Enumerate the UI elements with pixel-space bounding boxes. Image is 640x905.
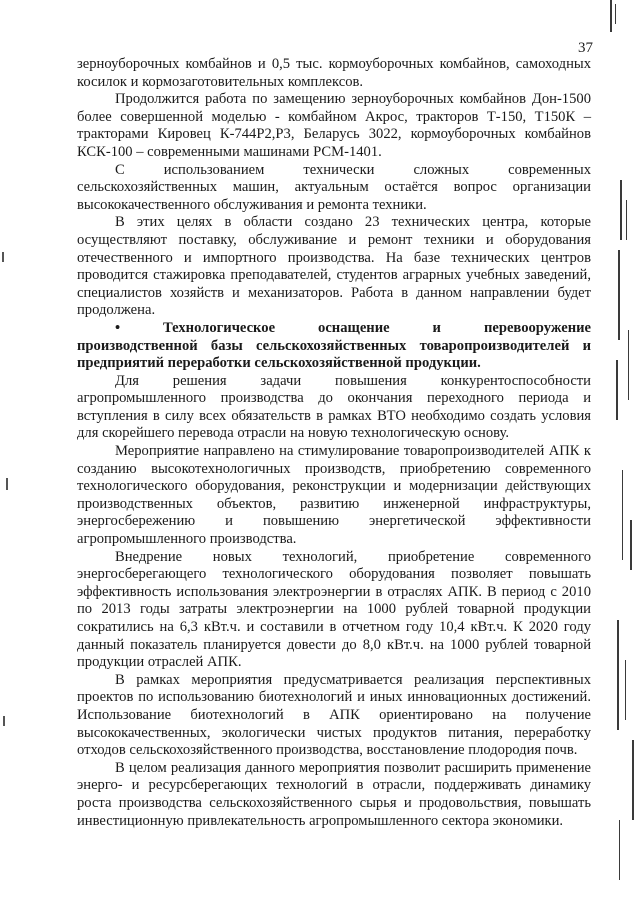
section-heading-text: Технологическое оснащение и перевооружение производственной базы сельскохозяйственных товаропроизводителей и предприятий переработки сельскохозяйственной продукции. [77,319,591,372]
scan-edge-artifact [606,0,640,905]
section-heading [77,320,591,373]
paragraph-9: В целом реализация данного мероприятия позволит расширить применение энерго- и ресурсберегающих технологий в отрасли, поддерживать динамику роста производства сельскохозяйственного сырья и продовольствия, повышать инвестиционную привлекательность агропромышленного сектора экономики. [77,759,591,829]
paragraph-4: В этих целях в области создано 23 технических центра, которые осуществляют поставку, обслуживание и ремонт техники и оборудования отечественного и импортного производства. На базе технических центров проводится стажировка преподавателей, студентов аграрных учебных заведений, специалистов хозяйств и механизаторов. Работа в данном направлении будет продолжена. [77,214,591,319]
paragraph-1: зерноуборочных комбайнов и 0,5 тыс. кормоуборочных комбайнов, самоходных косилок и кормозаготовительных комплексов. [77,56,591,90]
page-number: 37 [578,40,593,56]
paragraph-8: В рамках мероприятия предусматривается реализация перспективных проектов по использованию биотехнологий и иных инновационных достижений. Использование биотехнологий в АПК ориентировано на получение высококачественных, экологически чистых продуктов питания, переработку отходов сельскохозяйственного производства, восстановление плодородия почв. [77,671,591,759]
paragraph-5: Для решения задачи повышения конкурентоспособности агропромышленного производства до окончания переходного периода и вступления в силу всех обязательств в рамках ВТО необходимо создать условия для скорейшего перевода отрасли на новую технологическую основу. [77,372,591,442]
paragraph-2: Продолжится работа по замещению зерноуборочных комбайнов Дон-1500 более совершенной моделью - комбайном Акрос, тракторов Т-150, Т150К – тракторами Кировец К-744Р2,Р3, Беларусь 3022, кормоуборочных комбайнов КСК-100 – современными машинами РСМ-1401. [77,91,591,160]
scan-speck [6,478,8,490]
bullet-icon: • [115,319,121,336]
paragraph-3: С использованием технически сложных современных сельскохозяйственных машин, актуальным остаётся вопрос организации высококачественного обслуживания и ремонта техники. [77,161,591,213]
scan-speck [2,252,4,262]
paragraph-7: Внедрение новых технологий, приобретение современного энергосберегающего технологического оборудования позволяет повышать эффективность использования электроэнергии в отраслях АПК. В период с 2010 по 2013 годы затраты электроэнергии на 1000 рублей товарной продукции сократились на 6,3 кВт.ч. и составили в отчетном году 10,4 кВт.ч. К 2020 году данный показатель планируется довести до 8,0 кВт.ч. на 1000 рублей товарной продукции отраслей АПК. [77,548,591,671]
paragraph-6: Мероприятие направлено на стимулирование товаропроизводителей АПК к созданию высокотехнологичных производств, приобретению современного технологического оборудования, реконструкции и модернизации действующих производственных объектов, развитию инженерной инфраструктуры, энергосбережению и повышению энергетической эффективности агропромышленного производства. [77,443,591,548]
document-body [77,56,591,830]
scan-speck [3,716,5,726]
